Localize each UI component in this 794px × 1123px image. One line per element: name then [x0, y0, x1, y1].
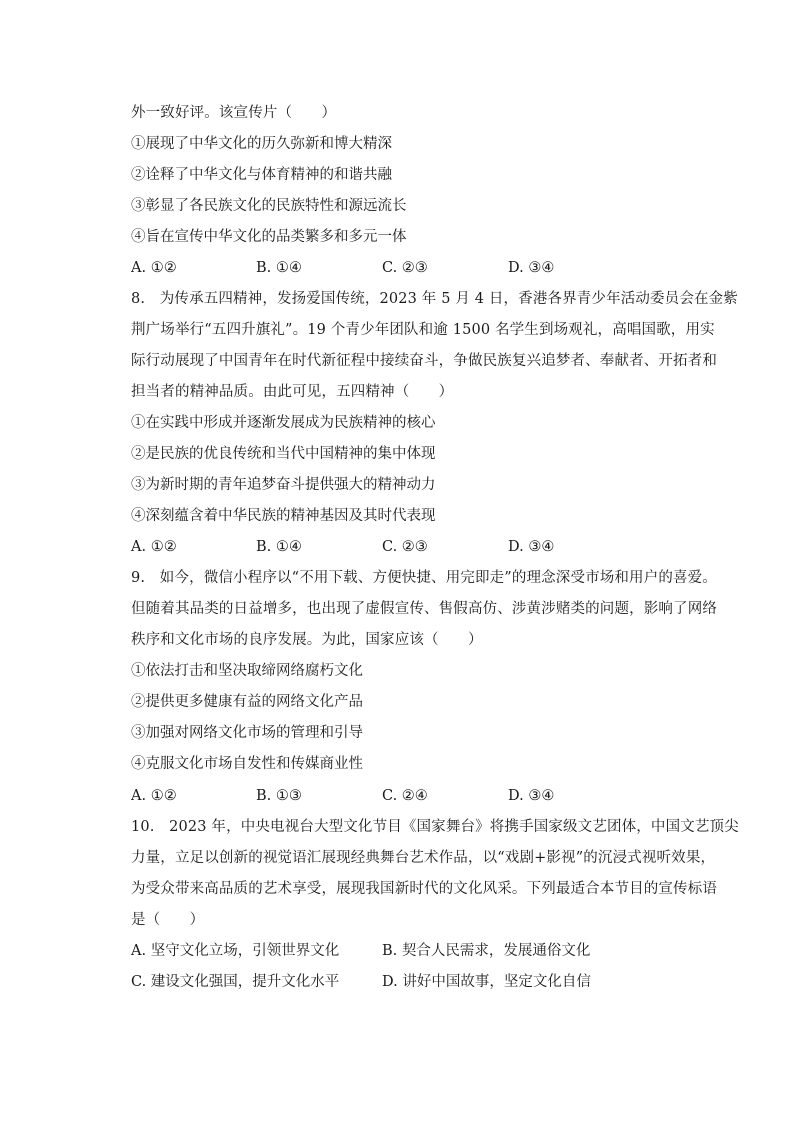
- q10-choice-c[interactable]: C. 建设文化强国，提升文化水平: [131, 974, 340, 990]
- q7-choice-d[interactable]: D. ③④: [508, 260, 555, 276]
- q10-choices-row-1: [131, 941, 711, 961]
- q8-item-2: ②是民族的优良传统和当代中国精神的集中体现: [131, 446, 436, 462]
- q7-choice-a[interactable]: A. ①②: [131, 260, 177, 276]
- q8-stem-line-2: 荆广场举行“五四升旗礼”。19 个青少年团队和逾 1500 名学生到场观礼，高唱国歌，用实: [131, 322, 715, 338]
- q9-stem-line-1: 9. 如今，微信小程序以“不用下载、方便快捷、用完即走”的理念深受市场和用户的喜爱。: [131, 570, 717, 586]
- q10-choice-d[interactable]: D. 讲好中国故事，坚定文化自信: [382, 974, 591, 990]
- q7-item-2: ②诠释了中华文化与体育精神的和谐共融: [131, 167, 392, 183]
- q9-stem-line-3: 秩序和文化市场的良序发展。为此，国家应该（ ）: [131, 632, 483, 648]
- q7-item-3: ③彰显了各民族文化的民族特性和源远流长: [131, 198, 407, 214]
- q7-item-1: ①展现了中华文化的历久弥新和博大精深: [131, 136, 392, 152]
- q8-item-3: ③为新时期的青年追梦奋斗提供强大的精神动力: [131, 477, 436, 493]
- q10-choice-b[interactable]: B. 契合人民需求，发展通俗文化: [382, 943, 591, 959]
- q9-choice-a[interactable]: A. ①②: [131, 788, 177, 804]
- q7-choices: [131, 258, 711, 278]
- q8-stem-line-1: 8. 为传承五四精神，发扬爱国传统，2023 年 5 月 4 日，香港各界青少年活动委员会在金紫: [131, 291, 738, 307]
- q8-choice-a[interactable]: A. ①②: [131, 539, 177, 555]
- q8-item-4: ④深刻蕴含着中华民族的精神基因及其时代表现: [131, 508, 436, 524]
- q10-stem-line-3: 为受众带来高品质的艺术享受，展现我国新时代的文化风采。下列最适合本节目的宣传标语: [131, 881, 717, 897]
- q7-item-4: ④旨在宣传中华文化的品类繁多和多元一体: [131, 229, 407, 245]
- q9-choice-d[interactable]: D. ③④: [508, 788, 555, 804]
- q8-choice-c[interactable]: C. ②③: [382, 539, 428, 555]
- q9-choice-b[interactable]: B. ①③: [256, 788, 302, 804]
- q7-choice-b[interactable]: B. ①④: [256, 260, 302, 276]
- q8-choices: [131, 537, 711, 557]
- q10-stem-line-1: 10. 2023 年，中央电视台大型文化节目《国家舞台》将携手国家级文艺团体，中国文艺顶尖: [131, 819, 739, 835]
- q10-stem-line-2: 力量，立足以创新的视觉语汇展现经典舞台艺术作品，以“戏剧+影视”的沉浸式视听效果，: [131, 850, 716, 866]
- q8-choice-d[interactable]: D. ③④: [508, 539, 555, 555]
- q9-item-4: ④克服文化市场自发性和传媒商业性: [131, 756, 363, 772]
- q9-item-2: ②提供更多健康有益的网络文化产品: [131, 694, 363, 710]
- q10-choices-row-2: [131, 972, 711, 992]
- q8-choice-b[interactable]: B. ①④: [256, 539, 302, 555]
- q9-item-3: ③加强对网络文化市场的管理和引导: [131, 725, 363, 741]
- q10-choice-a[interactable]: A. 坚守文化立场，引领世界文化: [131, 943, 340, 959]
- q9-stem-line-2: 但随着其品类的日益增多，也出现了虚假宣传、售假高仿、涉黄涉赌类的问题，影响了网络: [131, 601, 717, 617]
- q10-stem-line-4: 是（ ）: [131, 912, 205, 928]
- q9-item-1: ①依法打击和坚决取缔网络腐朽文化: [131, 663, 363, 679]
- q8-stem-line-4: 担当者的精神品质。由此可见，五四精神（ ）: [131, 384, 454, 400]
- q7-choice-c[interactable]: C. ②③: [382, 260, 428, 276]
- q7-stem-tail: 外一致好评。该宣传片（ ）: [131, 105, 337, 121]
- q9-choice-c[interactable]: C. ②④: [382, 788, 428, 804]
- q9-choices: [131, 786, 711, 806]
- q8-item-1: ①在实践中形成并逐渐发展成为民族精神的核心: [131, 415, 436, 431]
- q8-stem-line-3: 际行动展现了中国青年在时代新征程中接续奋斗，争做民族复兴追梦者、奉献者、开拓者和: [131, 353, 717, 369]
